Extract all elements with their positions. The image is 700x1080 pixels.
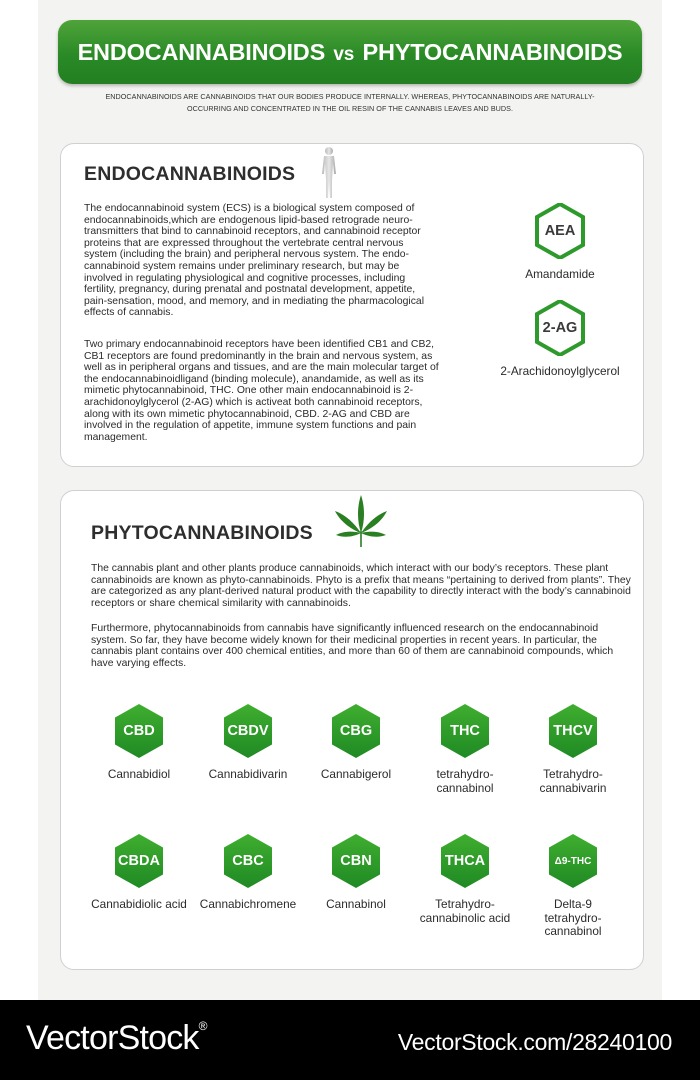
- phytocannabinoids-paragraph-2: Furthermore, phytocannabinoids from cannabis have significantly influenced research on the endocannabinoid system. So far, they have become widely known for their medicinal properties in recent years. In particular, the cannabis plant contains over 400 chemical entities, and more than 60 of them are cannabinoid compounds, which have varying effects.: [91, 623, 614, 669]
- compound-abbr: CBG: [339, 723, 373, 739]
- compound-abbr: Δ9-THC: [554, 855, 592, 867]
- phytocannabinoids-paragraph-1: The cannabis plant and other plants produce cannabinoids, which interact with our body’s receptors. These plant cannabinoids are known as phyto-cannabinoids. Phyto is a prefix that means “pertaining to derived from plants”. They are categorized as any plant-derived natural product with the capability to directly interact with the body’s cannabinoid receptors or share chemical similarity with cannabinoids.: [91, 563, 631, 609]
- compound-aea-name: Amandamide: [525, 267, 595, 281]
- compound-name: Cannabichromene: [199, 897, 297, 911]
- compound-thca: [405, 833, 525, 925]
- compound-thcv: [513, 703, 633, 795]
- footer-url: VectorStock.com/28240100: [397, 1029, 672, 1055]
- human-figure-icon: [318, 146, 340, 200]
- title-banner: [58, 20, 642, 84]
- compound-abbr: THC: [450, 723, 480, 739]
- compound-name: Delta-9 tetrahydro- cannabinol: [544, 897, 602, 938]
- endocannabinoids-paragraph-2: Two primary endocannabinoid receptors have been identified CB1 and CB2, CB1 receptors are found predominantly in the brain and nervous system, as well as in peripheral organs and tissues, and are the main molecular target of the endocannabinoidligand (binding molecule), anandamide, as well as its mimetic phytocannabinoid, THC. One other main endocannabinoid is 2-arachidonoylglycerol (2-AG) which is activeat both cannabinoid receptors, along with its own mimetic phytocannabinoid, CBD. 2-AG and CBD are involved in the regulation of appetite, immune system functions and pain management.: [84, 339, 439, 443]
- compound-abbr: CBD: [123, 723, 155, 739]
- compound-abbr: CBC: [232, 853, 264, 869]
- compound-2ag-name: 2-Arachidonoylglycerol: [500, 364, 620, 378]
- compound-abbr: THCA: [444, 853, 486, 869]
- compound-name: Cannabinol: [326, 897, 386, 911]
- compound-cbg: [296, 703, 416, 782]
- compound-abbr: CBDA: [118, 853, 160, 869]
- compound-name: Tetrahydro- cannabivarin: [539, 767, 607, 795]
- endocannabinoids-paragraph-1: The endocannabinoid system (ECS) is a biological system composed of endocannabinoids,which are endogenous lipid-based retrograde neuro-transmitters that bind to cannabinoid receptors, and cannabinoid receptor proteins that are expressed throughout the vertebrate central nervous system (including the brain) and peripheral nervous system. The endo-cannabinoid system remains under preliminary research, but may be involved in regulating physiological and cognitive processes, including fertility, pregnancy, during prenatal and postnatal development, appetite, pain-sensation, mood, and memory, and in mediating the pharmacological effects of cannabis.: [84, 203, 425, 319]
- compound-abbr: THCV: [553, 723, 593, 739]
- footer-logo-mark: ®: [198, 1019, 207, 1033]
- page-title: [78, 39, 623, 66]
- compound-abbr: CBDV: [227, 723, 269, 739]
- endocannabinoids-heading: ENDOCANNABINOIDS: [84, 163, 296, 185]
- compound-thc: [405, 703, 525, 795]
- compound-aea-abbr: AEA: [544, 223, 576, 239]
- footer-bar: [0, 1000, 700, 1080]
- compound-9thc: [513, 833, 633, 939]
- title-vs: vs: [333, 43, 355, 65]
- compound-cbd: [79, 703, 199, 782]
- compound-aea: [500, 203, 620, 282]
- compound-cbda: [79, 833, 199, 912]
- compound-cbdv: [188, 703, 308, 782]
- compound-abbr: CBN: [340, 853, 372, 869]
- footer-logo-text: VectorStock: [26, 1019, 199, 1057]
- compound-name: Cannabidiol: [107, 767, 171, 781]
- compound-name: tetrahydro- cannabinol: [436, 767, 494, 795]
- compound-name: Cannabigerol: [320, 767, 392, 781]
- title-part-phyto: PHYTOCANNABINOIDS: [362, 38, 623, 65]
- compound-cbn: [296, 833, 416, 912]
- compound-2ag-abbr: 2-AG: [542, 320, 578, 336]
- compound-name: Cannabidivarin: [208, 767, 288, 781]
- title-part-endo: ENDOCANNABINOIDS: [77, 38, 326, 65]
- cannabis-leaf-icon: [332, 493, 390, 549]
- compound-name: Tetrahydro- cannabinolic acid: [419, 897, 511, 925]
- compound-cbc: [188, 833, 308, 912]
- phytocannabinoids-heading: PHYTOCANNABINOIDS: [91, 522, 313, 544]
- intro-subtitle: ENDOCANNABINOIDS ARE CANNABINOIDS THAT OUR BODIES PRODUCE INTERNALLY. WHEREAS, PHYTOCANNABINOIDS ARE NATURALLY-OCCURRING AND CONCENTRATED IN THE OIL RESIN OF THE CANNABIS LEAVES AND BUDS.: [105, 92, 595, 113]
- compound-2ag: [500, 300, 620, 379]
- compound-name: Cannabidiolic acid: [91, 897, 187, 911]
- footer-logo: [26, 1019, 207, 1058]
